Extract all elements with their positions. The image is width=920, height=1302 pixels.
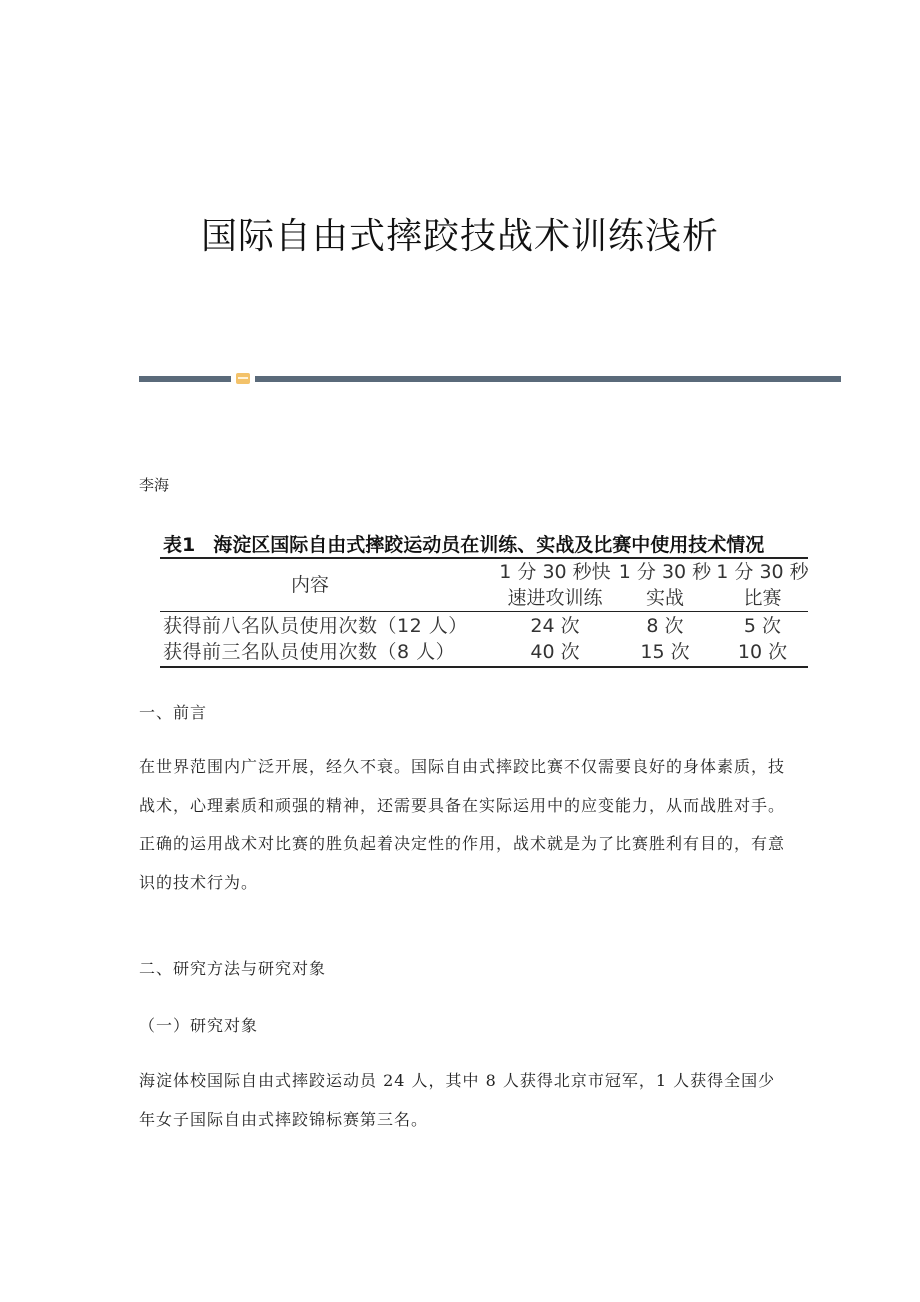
header-match-line1: 1 分 30 秒 (716, 561, 809, 583)
header-training-line1: 1 分 30 秒快 (499, 561, 611, 583)
header-match (715, 559, 810, 611)
header-training-line2: 速进攻训练 (507, 587, 603, 609)
divider-right-bar (255, 376, 841, 382)
table-row-2-match: 10 次 (737, 641, 788, 663)
divider-left-bar (139, 376, 231, 382)
table-row-1-label: 获得前八名队员使用次数（12 人） (163, 615, 468, 637)
table-caption-title: 海淀区国际自由式摔跤运动员在训练、实战及比赛中使用技术情况 (213, 534, 765, 556)
table-caption-label: 表1 (163, 534, 196, 556)
table-bottom-rule (160, 666, 808, 668)
table-row-2-label: 获得前三名队员使用次数（8 人） (163, 641, 456, 663)
table-caption (163, 530, 764, 557)
table-row-2-practice: 15 次 (640, 641, 690, 663)
header-practice-line1: 1 分 30 秒 (618, 561, 712, 583)
section-1-paragraph: 在世界范围内广泛开展，经久不衰。国际自由式摔跤比赛不仅需要良好的身体素质，技战术，心理素质和顽强的精神，还需要具备在实际运用中的应变能力，从而战胜对手。正确的运用战术对比赛的胜负起着决定性的作用，战术就是为了比赛胜利有目的，有意识的技术行为。 (139, 757, 786, 892)
table-row-1-match: 5 次 (743, 615, 782, 637)
author-name: 李海 (139, 476, 170, 494)
header-content: 内容 (290, 574, 329, 596)
section-2-heading: 二、研究方法与研究对象 (139, 959, 327, 978)
data-table (160, 526, 810, 671)
table-row-1-training: 24 次 (530, 615, 580, 637)
document-title: 国际自由式摔跤技战术训练浅析 (200, 216, 719, 257)
section-2-subheading: （一）研究对象 (139, 1016, 259, 1035)
table-header-rule (160, 611, 808, 612)
table-row-2-training: 40 次 (530, 641, 580, 663)
section-2-paragraph: 海淀体校国际自由式摔跤运动员 24 人，其中 8 人获得北京市冠军，1 人获得全国少年女子国际自由式摔跤锦标赛第三名。 (139, 1071, 776, 1129)
title-divider (139, 373, 841, 385)
header-practice-line2: 实战 (645, 587, 684, 609)
divider-ornament-icon (236, 373, 250, 384)
header-match-line2: 比赛 (743, 587, 782, 609)
section-1-heading: 一、前言 (139, 703, 208, 722)
header-practice (615, 559, 715, 611)
header-training (495, 559, 615, 611)
table-row-1-practice: 8 次 (646, 615, 684, 637)
